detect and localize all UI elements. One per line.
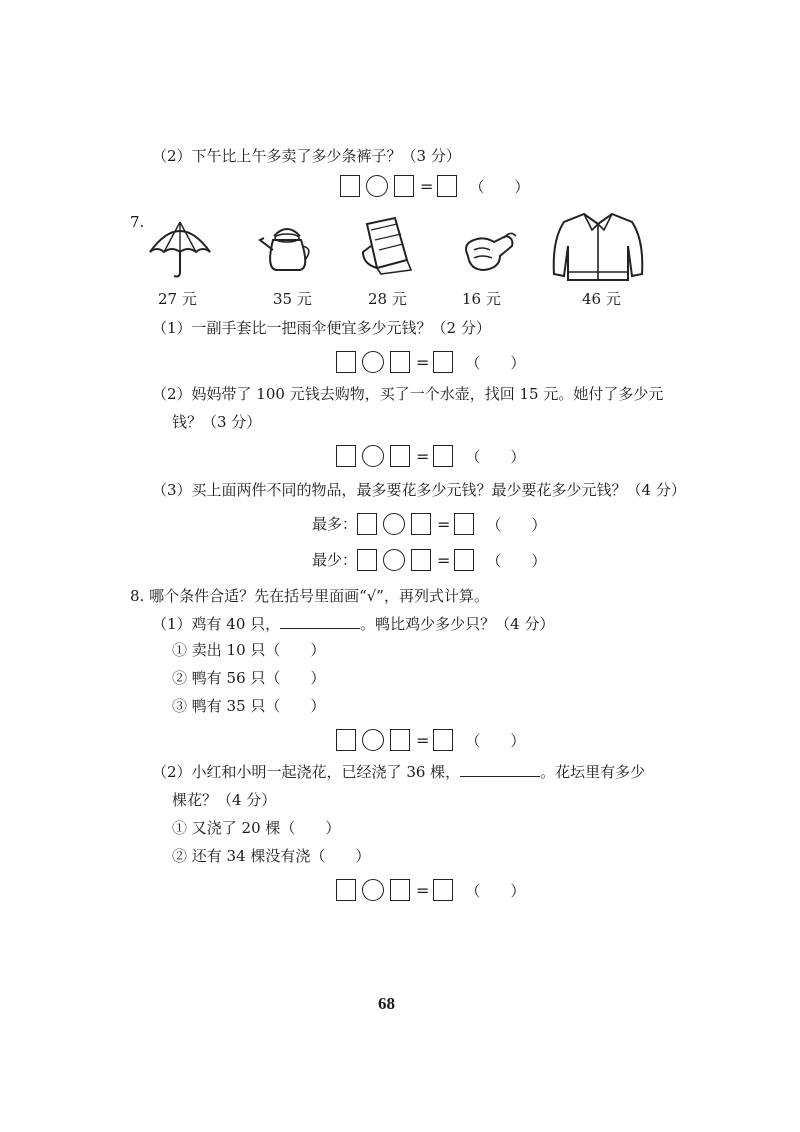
operator-circle[interactable] bbox=[362, 729, 384, 751]
q8-2-option-2[interactable]: ② 还有 34 棵没有浇（ ） bbox=[172, 847, 371, 865]
unit-parentheses[interactable]: （ ） bbox=[465, 881, 526, 900]
q7-3-least-equation bbox=[312, 546, 546, 574]
equals-sign: = bbox=[416, 730, 430, 750]
answer-box[interactable] bbox=[433, 879, 453, 901]
answer-box[interactable] bbox=[454, 513, 474, 535]
page-number: 68 bbox=[378, 994, 395, 1013]
q8-1-equation bbox=[336, 726, 525, 754]
umbrella-icon bbox=[145, 216, 215, 282]
q8-1-question bbox=[152, 614, 555, 634]
equals-sign: = bbox=[437, 514, 451, 534]
towel-icon bbox=[357, 216, 415, 276]
q8-1-prefix: （1）鸡有 40 只， bbox=[152, 615, 281, 633]
unit-parentheses[interactable]: （ ） bbox=[486, 551, 547, 570]
operator-circle[interactable] bbox=[366, 175, 388, 197]
answer-box[interactable] bbox=[336, 879, 356, 901]
answer-box[interactable] bbox=[433, 729, 453, 751]
q8-title: 8. 哪个条件合适？先在括号里面画“√”，再列式计算。 bbox=[130, 587, 489, 605]
answer-box[interactable] bbox=[390, 445, 410, 467]
price-towel: 28 元 bbox=[368, 290, 407, 308]
answer-box[interactable] bbox=[357, 549, 377, 571]
equals-sign: = bbox=[416, 446, 430, 466]
operator-circle[interactable] bbox=[383, 549, 405, 571]
answer-box[interactable] bbox=[454, 549, 474, 571]
operator-circle[interactable] bbox=[362, 351, 384, 373]
answer-box[interactable] bbox=[411, 513, 431, 535]
q8-2-option-1[interactable]: ① 又浇了 20 棵（ ） bbox=[172, 819, 341, 837]
answer-box[interactable] bbox=[411, 549, 431, 571]
jacket-icon bbox=[548, 210, 648, 286]
q7-2-question-line2: 钱？（3 分） bbox=[172, 413, 262, 431]
equals-sign: = bbox=[416, 352, 430, 372]
operator-circle[interactable] bbox=[383, 513, 405, 535]
price-gloves: 16 元 bbox=[462, 290, 501, 308]
condition-blank[interactable] bbox=[460, 776, 540, 777]
answer-box[interactable] bbox=[390, 729, 410, 751]
answer-box[interactable] bbox=[336, 351, 356, 373]
q8-1-option-3[interactable]: ③ 鸭有 35 只（ ） bbox=[172, 697, 326, 715]
unit-parentheses[interactable]: （ ） bbox=[465, 353, 526, 372]
answer-box[interactable] bbox=[336, 729, 356, 751]
q8-2-prefix: （2）小红和小明一起浇花，已经浇了 36 棵， bbox=[152, 763, 461, 781]
equals-sign: = bbox=[416, 880, 430, 900]
q8-1-option-1[interactable]: ① 卖出 10 只（ ） bbox=[172, 641, 326, 659]
equals-sign: = bbox=[420, 176, 434, 196]
unit-parentheses[interactable]: （ ） bbox=[465, 731, 526, 750]
q7-3-most-equation bbox=[312, 510, 546, 538]
answer-box[interactable] bbox=[357, 513, 377, 535]
price-jacket: 46 元 bbox=[582, 290, 621, 308]
answer-box[interactable] bbox=[433, 445, 453, 467]
q8-2-question-line2: 棵花？（4 分） bbox=[172, 791, 277, 809]
gloves-icon bbox=[460, 226, 518, 276]
answer-box[interactable] bbox=[437, 175, 457, 197]
q7-2-question-line1: （2）妈妈带了 100 元钱去购物，买了一个水壶，找回 15 元。她付了多少元 bbox=[152, 385, 664, 403]
least-label: 最少： bbox=[312, 551, 358, 569]
answer-box[interactable] bbox=[394, 175, 414, 197]
q7-1-equation bbox=[336, 348, 525, 376]
answer-box[interactable] bbox=[390, 879, 410, 901]
q8-2-suffix: 。花坛里有多少 bbox=[540, 763, 646, 781]
price-umbrella: 27 元 bbox=[158, 290, 197, 308]
answer-box[interactable] bbox=[433, 351, 453, 373]
q7-2-equation bbox=[336, 442, 525, 470]
equals-sign: = bbox=[437, 550, 451, 570]
condition-blank[interactable] bbox=[280, 628, 360, 629]
most-label: 最多： bbox=[312, 515, 358, 533]
q7-1-question: （1）一副手套比一把雨伞便宜多少元钱？（2 分） bbox=[152, 319, 491, 337]
q6-2-equation bbox=[340, 172, 529, 200]
operator-circle[interactable] bbox=[362, 879, 384, 901]
answer-box[interactable] bbox=[336, 445, 356, 467]
kettle-icon bbox=[256, 222, 318, 274]
operator-circle[interactable] bbox=[362, 445, 384, 467]
unit-parentheses[interactable]: （ ） bbox=[469, 177, 530, 196]
price-kettle: 35 元 bbox=[273, 290, 312, 308]
unit-parentheses[interactable]: （ ） bbox=[465, 447, 526, 466]
q7-3-question: （3）买上面两件不同的物品，最多要花多少元钱？最少要花多少元钱？（4 分） bbox=[152, 481, 686, 499]
q7-number: 7. bbox=[130, 213, 145, 231]
unit-parentheses[interactable]: （ ） bbox=[486, 515, 547, 534]
q8-2-equation bbox=[336, 876, 525, 904]
answer-box[interactable] bbox=[340, 175, 360, 197]
q8-1-suffix: 。鸭比鸡少多少只？（4 分） bbox=[360, 615, 555, 633]
q8-2-question-line1 bbox=[152, 762, 645, 782]
answer-box[interactable] bbox=[390, 351, 410, 373]
q8-1-option-2[interactable]: ② 鸭有 56 只（ ） bbox=[172, 669, 326, 687]
q6-2-question: （2）下午比上午多卖了多少条裤子？（3 分） bbox=[152, 147, 461, 165]
